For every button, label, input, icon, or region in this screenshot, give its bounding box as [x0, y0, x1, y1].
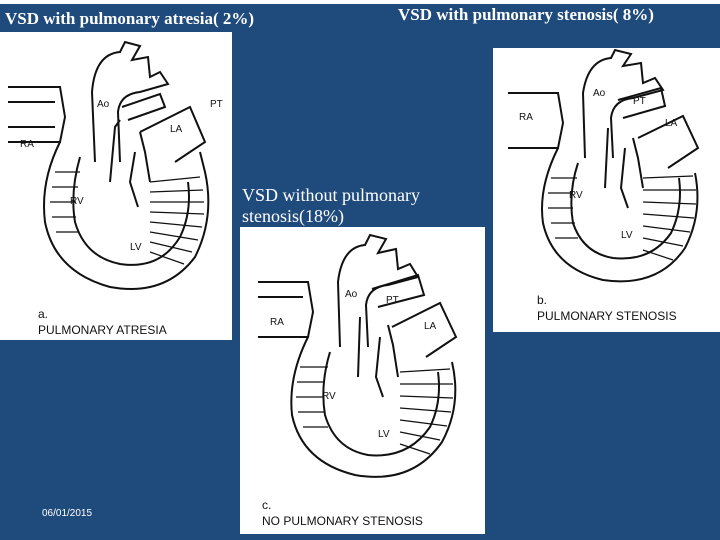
label-rv: RV	[322, 391, 336, 402]
caption-pulmonary-atresia: PULMONARY ATRESIA	[38, 323, 167, 337]
label-pt: PT	[386, 295, 399, 306]
caption-pulmonary-stenosis: PULMONARY STENOSIS	[537, 309, 677, 323]
label-lv: LV	[130, 242, 142, 253]
label-la: LA	[170, 124, 183, 135]
label-pt: PT	[210, 99, 223, 110]
label-pt: PT	[633, 96, 646, 107]
title-no-pulmonary-stenosis: VSD without pulmonary stenosis(18%)	[242, 185, 420, 226]
label-lv: LV	[621, 230, 633, 241]
title-pulmonary-stenosis: VSD with pulmonary stenosis( 8%)	[398, 5, 654, 24]
label-ra: RA	[519, 112, 533, 123]
diagram-no-pulmonary-stenosis	[240, 227, 485, 534]
diagram-pulmonary-atresia	[0, 32, 232, 340]
heart-diagram-b	[493, 48, 720, 332]
diagram-pulmonary-stenosis	[493, 48, 720, 332]
label-rv: RV	[569, 190, 583, 201]
label-ra: RA	[270, 317, 284, 328]
caption-no-pulmonary-stenosis: NO PULMONARY STENOSIS	[262, 514, 423, 528]
heart-diagram-a	[0, 32, 232, 340]
title-pulmonary-atresia: VSD with pulmonary atresia( 2%)	[5, 9, 255, 28]
label-la: LA	[424, 321, 437, 332]
label-rv: RV	[70, 196, 84, 207]
label-lv: LV	[378, 429, 390, 440]
panel-letter-b: b.	[537, 293, 548, 307]
label-la: LA	[665, 118, 678, 129]
top-border	[0, 0, 720, 4]
label-ao: Ao	[593, 88, 606, 99]
panel-letter-c: c.	[262, 498, 272, 512]
heart-diagram-c	[240, 227, 485, 534]
label-ao: Ao	[97, 99, 110, 110]
label-ao: Ao	[345, 289, 358, 300]
label-ra: RA	[20, 139, 34, 150]
footer-date: 06/01/2015	[42, 508, 93, 519]
panel-letter-a: a.	[38, 307, 49, 321]
